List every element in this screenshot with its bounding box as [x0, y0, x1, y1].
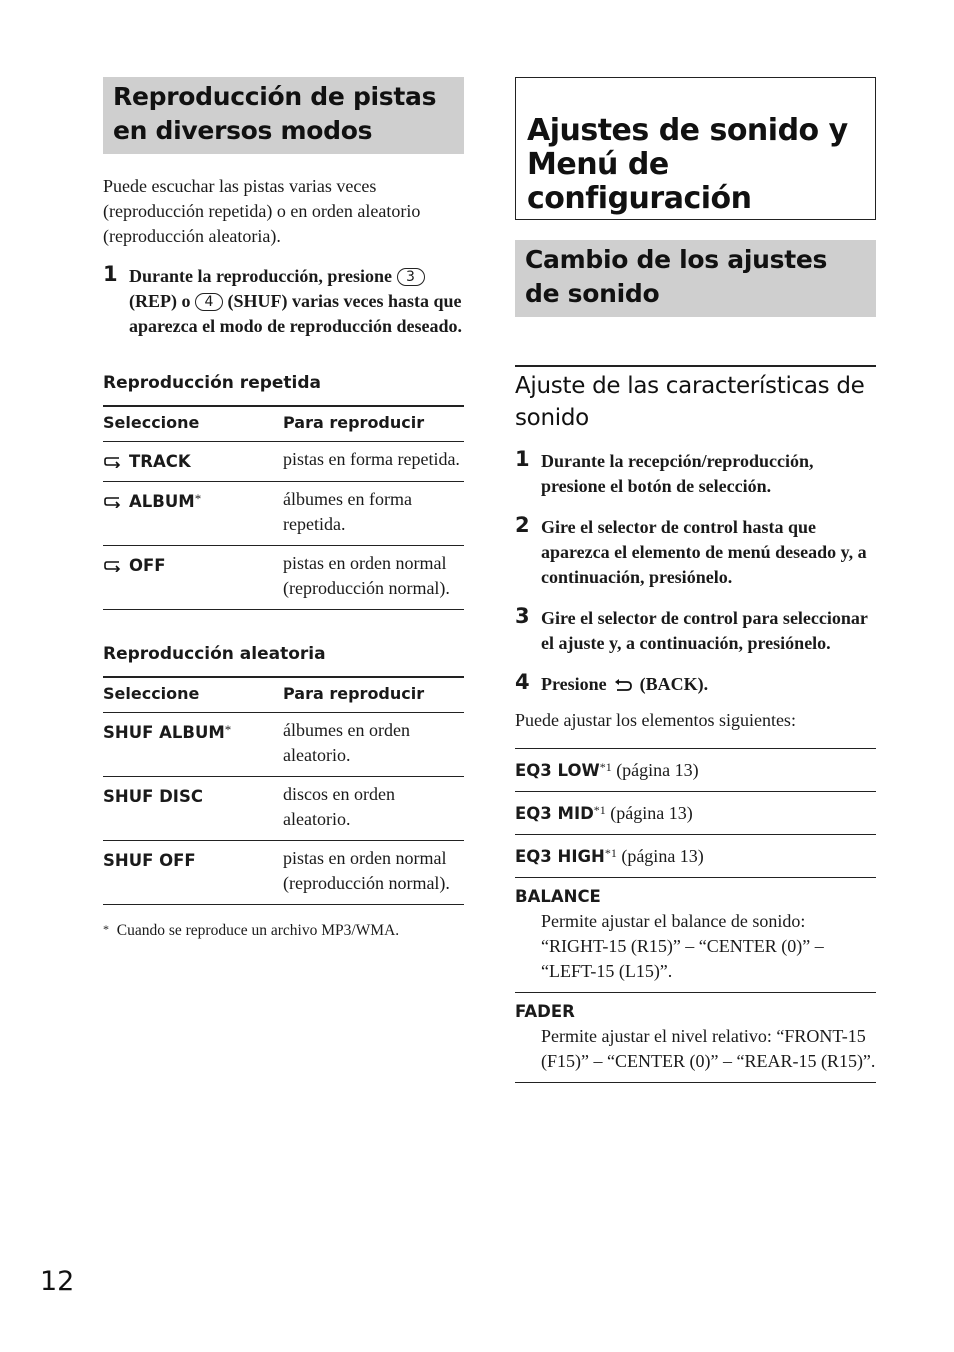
- table-header-row: [103, 406, 464, 442]
- repeat-subhead: Reproducción repetida: [103, 373, 322, 393]
- step-text-b: (BACK).: [639, 674, 709, 694]
- step-2: [515, 515, 876, 590]
- settings-list: [515, 748, 876, 1083]
- setting-key: EQ3 MID: [515, 804, 594, 823]
- step-text: Durante la recepción/reproducción, presione el botón de selección.: [541, 451, 814, 496]
- footnote-mark: *: [103, 922, 109, 936]
- description-cell: pistas en orden normal (reproducción normal).: [283, 848, 450, 893]
- table-row: [103, 482, 464, 546]
- step-text-a: Durante la reproducción, presione: [129, 266, 393, 286]
- col-header-select: Seleccione: [103, 684, 200, 703]
- option-label: SHUF DISC: [103, 787, 203, 806]
- repeat-table: [103, 405, 464, 610]
- repeat-icon: [103, 456, 123, 468]
- setting-key: FADER: [515, 1002, 575, 1021]
- col-header-play: Para reproducir: [283, 684, 425, 703]
- step-4: [515, 672, 876, 697]
- setting-key: BALANCE: [515, 887, 601, 906]
- option-cell: [103, 442, 283, 482]
- table-header-row: [103, 677, 464, 713]
- step-number: 1: [515, 447, 530, 471]
- asterisk: *: [194, 491, 202, 506]
- right-column: [515, 77, 876, 1083]
- option-cell: [103, 546, 283, 610]
- page-ref: (página 13): [605, 803, 693, 823]
- note-mark: *1: [593, 803, 606, 817]
- description-cell: discos en orden aleatorio.: [283, 784, 395, 829]
- page-number: 12: [40, 1266, 75, 1297]
- option-cell: [103, 482, 283, 546]
- step-text: Gire el selector de control hasta que aparezca el elemento de menú deseado y, a continuación, presiónelo.: [541, 517, 867, 587]
- note-mark: *1: [604, 846, 617, 860]
- setting-description: Permite ajustar el nivel relativo: “FRONT-15 (F15)” – “CENTER (0)” – “REAR-15 (R15)”.: [541, 1026, 876, 1071]
- intro-paragraph: Puede escuchar las pistas varias veces (reproducción repetida) o en orden aleatorio (reproducción aleatoria).: [103, 176, 421, 246]
- note-mark: *1: [599, 760, 612, 774]
- option-cell: [103, 713, 283, 777]
- repeat-icon: [103, 560, 123, 572]
- step-text-c: (SHUF) varias veces hasta que aparezca el modo de reproducción deseado.: [129, 291, 462, 336]
- table-row: [103, 841, 464, 905]
- lead-text: Puede ajustar los elementos siguientes:: [515, 710, 796, 730]
- subsection-heading: Ajuste de las características de sonido: [515, 365, 876, 434]
- step-number: 2: [515, 513, 530, 537]
- step-number: 1: [103, 262, 118, 286]
- step-text-b: (REP) o: [129, 291, 191, 311]
- option-cell: [103, 777, 283, 841]
- option-label: OFF: [129, 556, 166, 575]
- asterisk: *: [224, 722, 232, 737]
- shuffle-table: [103, 676, 464, 905]
- table-row: [103, 777, 464, 841]
- col-header-play: Para reproducir: [283, 413, 425, 432]
- step-text-a: Presione: [541, 674, 607, 694]
- option-label: SHUF ALBUM: [103, 723, 225, 742]
- shuffle-subhead: Reproducción aleatoria: [103, 644, 326, 664]
- table-row: [103, 546, 464, 610]
- list-item-fader: [515, 993, 876, 1083]
- option-label: SHUF OFF: [103, 851, 196, 870]
- step-1: [103, 264, 464, 339]
- description-cell: pistas en forma repetida.: [283, 449, 460, 469]
- key-3-icon: 3: [397, 268, 425, 286]
- chapter-title: Ajustes de sonido y Menú de configuración: [515, 77, 876, 220]
- left-column: [103, 77, 464, 940]
- setting-key: EQ3 LOW: [515, 761, 600, 780]
- option-label: TRACK: [129, 452, 191, 471]
- section-heading-sound-settings: Cambio de los ajustes de sonido: [515, 240, 876, 317]
- step-number: 4: [515, 670, 530, 694]
- step-3: [515, 606, 876, 656]
- description-cell: pistas en orden normal (reproducción normal).: [283, 553, 450, 598]
- step-1: [515, 449, 876, 499]
- setting-key: EQ3 HIGH: [515, 847, 605, 866]
- key-4-icon: 4: [195, 293, 223, 311]
- list-item-balance: [515, 878, 876, 993]
- back-icon: [613, 678, 633, 692]
- description-cell: álbumes en orden aleatorio.: [283, 720, 410, 765]
- step-text: Gire el selector de control para seleccionar el ajuste y, a continuación, presiónelo.: [541, 608, 868, 653]
- list-item: [515, 749, 876, 792]
- page-ref: (página 13): [616, 846, 704, 866]
- table-row: [103, 442, 464, 482]
- section-heading-playback-modes: Reproducción de pistas en diversos modos: [103, 77, 464, 154]
- setting-description: Permite ajustar el balance de sonido: “RIGHT-15 (R15)” – “CENTER (0)” – “LEFT-15 (L15)”.: [541, 911, 824, 981]
- table-row: [103, 713, 464, 777]
- footnote-text: Cuando se reproduce un archivo MP3/WMA.: [116, 922, 400, 939]
- repeat-icon: [103, 496, 123, 508]
- list-item: [515, 835, 876, 878]
- step-number: 3: [515, 604, 530, 628]
- option-label: ALBUM: [129, 492, 195, 511]
- description-cell: álbumes en forma repetida.: [283, 489, 412, 534]
- option-cell: [103, 841, 283, 905]
- col-header-select: Seleccione: [103, 413, 200, 432]
- page-ref: (página 13): [611, 760, 699, 780]
- list-item: [515, 792, 876, 835]
- footnote: [103, 922, 464, 940]
